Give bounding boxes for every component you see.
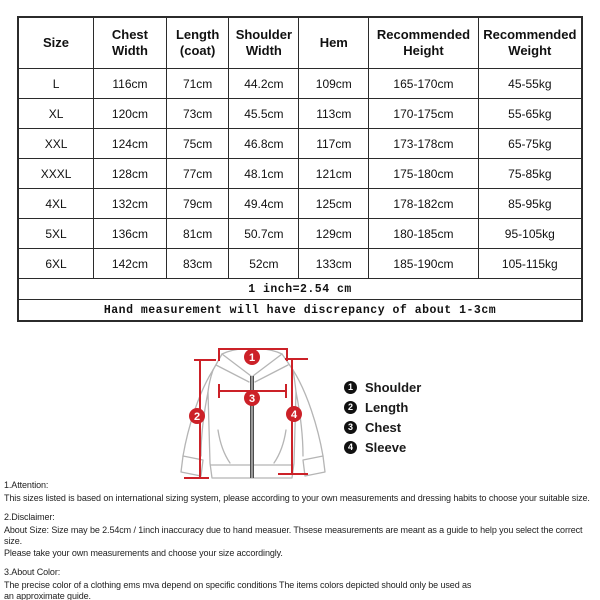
- jacket-measurement-diagram: [155, 337, 355, 492]
- cell-height: 170-175cm: [369, 99, 478, 129]
- cell-hem: 121cm: [299, 159, 369, 189]
- cell-weight: 45-55kg: [478, 69, 582, 99]
- note-title: 2.Disclaimer:: [4, 512, 55, 522]
- table-row-xxl: [18, 129, 582, 159]
- col-header-recommended-weight: Recommended Weight: [478, 17, 582, 69]
- cell-height: 173-178cm: [369, 129, 478, 159]
- svg-text:2: 2: [193, 411, 201, 423]
- note-text: About Size: Size may be 2.54cm / 1inch inaccuracy due to hand measuer. Thsese measurements are meant as a guide to help you select the correct size.: [4, 524, 583, 546]
- cell-weight: 95-105kg: [478, 219, 582, 249]
- cell-length: 83cm: [166, 249, 229, 279]
- note-disclaimer: [4, 512, 598, 559]
- legend-label: Length: [365, 399, 409, 415]
- col-header-chest-width: Chest Width: [94, 17, 167, 69]
- cell-height: 178-182cm: [369, 189, 478, 219]
- cell-length: 71cm: [166, 69, 229, 99]
- marker-4-sleeve: [286, 406, 302, 422]
- note-text: This sizes listed is based on international sizing system, please according to your own measurements and dressing habits to choose your suitable size.: [4, 492, 590, 503]
- cell-chest: 132cm: [94, 189, 167, 219]
- table-row-xl: [18, 99, 582, 129]
- cell-chest: 136cm: [94, 219, 167, 249]
- marker-1-shoulder: [244, 349, 260, 365]
- col-header-hem: Hem: [299, 17, 369, 69]
- table-row-l: [18, 69, 582, 99]
- cell-shoulder: 45.5cm: [229, 99, 299, 129]
- note-title: 1.Attention:: [4, 480, 49, 490]
- table-row-6xl: [18, 249, 582, 279]
- legend-label: Sleeve: [365, 439, 407, 455]
- col-header-shoulder-width: Shoulder Width: [229, 17, 299, 69]
- table-footnote-row: [18, 300, 582, 322]
- cell-size: XL: [18, 99, 94, 129]
- cell-shoulder: 50.7cm: [229, 219, 299, 249]
- cell-length: 81cm: [166, 219, 229, 249]
- cell-height: 185-190cm: [369, 249, 478, 279]
- cell-size: XXL: [18, 129, 94, 159]
- table-header-row: [18, 17, 582, 69]
- cell-size: XXXL: [18, 159, 94, 189]
- svg-text:4: 4: [290, 409, 298, 421]
- cell-hem: 113cm: [299, 99, 369, 129]
- legend-item-shoulder: [344, 380, 421, 394]
- cell-size: 4XL: [18, 189, 94, 219]
- cell-weight: 55-65kg: [478, 99, 582, 129]
- legend-number-badge: 2: [344, 401, 357, 414]
- cell-chest: 116cm: [94, 69, 167, 99]
- table-row-4xl: [18, 189, 582, 219]
- table-footnote-row: [18, 279, 582, 300]
- cell-chest: 124cm: [94, 129, 167, 159]
- cell-shoulder: 49.4cm: [229, 189, 299, 219]
- cell-hem: 133cm: [299, 249, 369, 279]
- note-text: The precise color of a clothing ems mva depend on specific conditions The items colors depicted should only be used as: [4, 579, 472, 590]
- cell-shoulder: 46.8cm: [229, 129, 299, 159]
- col-header-size: Size: [18, 17, 94, 69]
- cell-height: 175-180cm: [369, 159, 478, 189]
- cell-size: 5XL: [18, 219, 94, 249]
- cell-chest: 120cm: [94, 99, 167, 129]
- svg-text:1: 1: [248, 352, 256, 364]
- note-text: an approximate guide.: [4, 591, 91, 600]
- cell-hem: 129cm: [299, 219, 369, 249]
- cell-height: 165-170cm: [369, 69, 478, 99]
- cell-chest: 142cm: [94, 249, 167, 279]
- cell-size: 6XL: [18, 249, 94, 279]
- cell-weight: 65-75kg: [478, 129, 582, 159]
- cell-shoulder: 48.1cm: [229, 159, 299, 189]
- cell-chest: 128cm: [94, 159, 167, 189]
- cell-hem: 109cm: [299, 69, 369, 99]
- legend-label: Shoulder: [365, 379, 422, 395]
- cell-length: 73cm: [166, 99, 229, 129]
- cell-hem: 117cm: [299, 129, 369, 159]
- legend-item-length: [344, 400, 421, 414]
- note-attention: [4, 480, 598, 504]
- legend-item-chest: [344, 420, 421, 434]
- cell-length: 75cm: [166, 129, 229, 159]
- legend-number-badge: 4: [344, 441, 357, 454]
- table-row-xxxl: [18, 159, 582, 189]
- table-row-5xl: [18, 219, 582, 249]
- cell-size: L: [18, 69, 94, 99]
- measurement-legend: [344, 380, 421, 460]
- legend-number-badge: 1: [344, 381, 357, 394]
- note-about-color: [4, 567, 598, 600]
- note-title: 3.About Color:: [4, 567, 61, 577]
- legend-item-sleeve: [344, 440, 421, 454]
- cell-shoulder: 52cm: [229, 249, 299, 279]
- cell-hem: 125cm: [299, 189, 369, 219]
- col-header-length-coat: Length (coat): [166, 17, 229, 69]
- inch-conversion-note: 1 inch=2.54 cm: [18, 279, 582, 300]
- cell-weight: 85-95kg: [478, 189, 582, 219]
- note-text: Please take your own measurements and choose your size accordingly.: [4, 547, 283, 558]
- marker-3-chest: [244, 390, 260, 406]
- cell-height: 180-185cm: [369, 219, 478, 249]
- notes-section: [4, 480, 598, 600]
- legend-label: Chest: [365, 419, 402, 435]
- cell-weight: 105-115kg: [478, 249, 582, 279]
- cell-length: 79cm: [166, 189, 229, 219]
- cell-shoulder: 44.2cm: [229, 69, 299, 99]
- svg-text:3: 3: [248, 393, 256, 405]
- size-chart-table: [17, 16, 583, 322]
- marker-2-length: [189, 408, 205, 424]
- hand-measurement-note: Hand measurement will have discrepancy of about 1-3cm: [18, 300, 582, 322]
- col-header-recommended-height: Recommended Height: [369, 17, 478, 69]
- legend-number-badge: 3: [344, 421, 357, 434]
- cell-weight: 75-85kg: [478, 159, 582, 189]
- cell-length: 77cm: [166, 159, 229, 189]
